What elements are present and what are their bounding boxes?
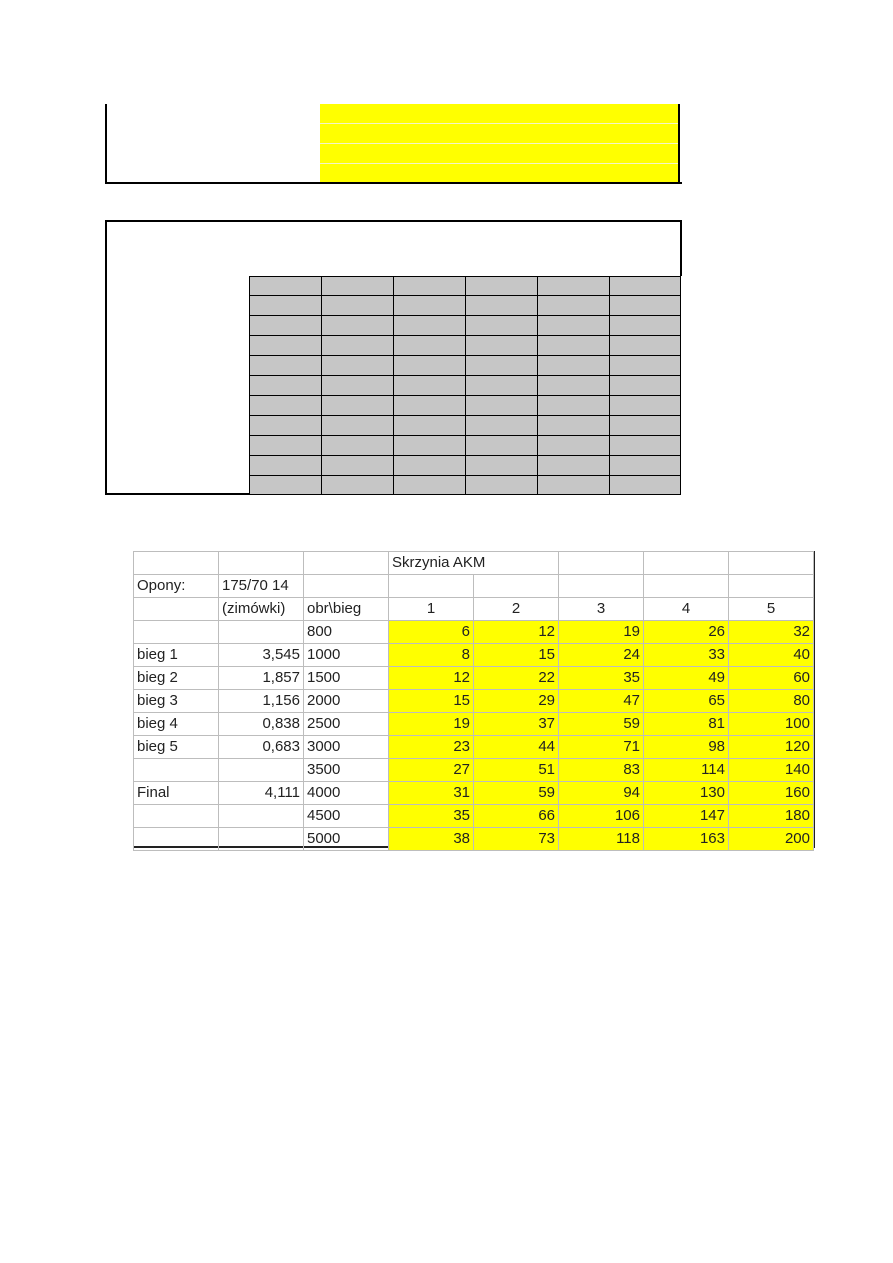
table-row [134,667,814,690]
speed-cell: 163 [644,828,729,851]
speed-cell: 12 [474,621,559,644]
table-row [134,805,814,828]
grid-column-line [393,277,394,494]
speed-cell: 26 [644,621,729,644]
faint-row-line [320,163,678,164]
table-row [134,828,814,851]
speed-cell: 71 [559,736,644,759]
grid-row-line [250,335,680,336]
speed-cell: 147 [644,805,729,828]
speed-cell: 49 [644,667,729,690]
speed-cell: 8 [389,644,474,667]
speed-cell: 22 [474,667,559,690]
speed-cell: 180 [729,805,814,828]
empty-cell [474,575,559,598]
speed-cell: 114 [644,759,729,782]
speed-cell: 15 [474,644,559,667]
speed-cell: 32 [729,621,814,644]
speed-cell: 19 [559,621,644,644]
speed-cell: 98 [644,736,729,759]
speed-cell: 15 [389,690,474,713]
empty-cell [389,575,474,598]
gear-column-header: 3 [559,598,644,621]
grid-row-line [250,375,680,376]
grid-row-line [250,475,680,476]
gearbox-title-cell: Skrzynia AKM [389,552,559,575]
gear-column-header: 2 [474,598,559,621]
rpm-cell: 800 [304,621,389,644]
grid-row-line [250,295,680,296]
gear-column-header: 4 [644,598,729,621]
rpm-cell: 2000 [304,690,389,713]
grey-empty-grid [249,276,681,495]
speed-cell: 6 [389,621,474,644]
empty-cell [729,575,814,598]
speed-cell: 83 [559,759,644,782]
table-header-row [134,552,814,575]
speed-cell: 120 [729,736,814,759]
table-row [134,621,814,644]
yellow-highlight-area [320,104,680,182]
speed-cell: 23 [389,736,474,759]
empty-cell [304,552,389,575]
rpm-cell: 2500 [304,713,389,736]
row-label-cell: bieg 4 [134,713,219,736]
grid-row-line [250,315,680,316]
speed-cell: 66 [474,805,559,828]
speed-cell: 37 [474,713,559,736]
speed-cell: 35 [559,667,644,690]
rpm-cell: 1000 [304,644,389,667]
speed-cell: 65 [644,690,729,713]
grid-column-line [321,277,322,494]
table-row [134,713,814,736]
speed-cell: 38 [389,828,474,851]
speed-cell: 59 [474,782,559,805]
empty-cell [729,552,814,575]
speed-cell: 24 [559,644,644,667]
gear-ratio-cell [219,828,304,851]
row-label-cell [134,805,219,828]
rpm-cell: 4000 [304,782,389,805]
row-label-cell [134,828,219,851]
speed-cell: 80 [729,690,814,713]
speed-cell: 33 [644,644,729,667]
speed-cell: 100 [729,713,814,736]
tyres-note-cell: (zimówki) [219,598,304,621]
speed-cell: 140 [729,759,814,782]
rpm-cell: 4500 [304,805,389,828]
faint-row-line [320,123,678,124]
gear-column-header: 5 [729,598,814,621]
row-label-cell: bieg 1 [134,644,219,667]
grid-row-line [250,435,680,436]
rpm-gear-label-cell: obr\bieg [304,598,389,621]
speed-cell: 27 [389,759,474,782]
grid-column-line [537,277,538,494]
gear-ratio-cell [219,759,304,782]
empty-cell [134,598,219,621]
gear-ratio-cell: 4,111 [219,782,304,805]
gear-ratio-cell [219,621,304,644]
grid-row-line [250,395,680,396]
speed-cell: 59 [559,713,644,736]
speed-cell: 51 [474,759,559,782]
gear-ratio-cell: 0,683 [219,736,304,759]
middle-frame-top [105,220,682,276]
speed-cell: 94 [559,782,644,805]
rpm-cell: 5000 [304,828,389,851]
row-label-cell: Final [134,782,219,805]
speed-cell: 60 [729,667,814,690]
row-label-cell: bieg 3 [134,690,219,713]
grid-row-line [250,455,680,456]
row-label-cell [134,759,219,782]
grid-column-line [609,277,610,494]
tyres-value-cell: 175/70 14 [219,575,304,598]
speed-cell: 106 [559,805,644,828]
speed-cell: 160 [729,782,814,805]
table-row [134,690,814,713]
grid-row-line [250,355,680,356]
grid-row-line [250,415,680,416]
empty-cell [219,552,304,575]
row-label-cell [134,621,219,644]
row-label-cell: bieg 5 [134,736,219,759]
speed-cell: 130 [644,782,729,805]
gear-ratio-cell: 3,545 [219,644,304,667]
speed-cell: 40 [729,644,814,667]
gearbox-speed-table [133,551,815,848]
speed-cell: 31 [389,782,474,805]
speed-cell: 19 [389,713,474,736]
table-row [134,759,814,782]
faint-row-line [320,143,678,144]
speed-cell: 118 [559,828,644,851]
speed-cell: 29 [474,690,559,713]
gear-columns-row [134,598,814,621]
middle-frame-left [105,276,249,495]
gear-ratio-cell [219,805,304,828]
table-row [134,644,814,667]
empty-cell [134,552,219,575]
grid-column-line [465,277,466,494]
speed-cell: 12 [389,667,474,690]
gear-ratio-cell: 1,857 [219,667,304,690]
row-label-cell: bieg 2 [134,667,219,690]
empty-cell [644,575,729,598]
rpm-cell: 3500 [304,759,389,782]
speed-table [133,551,814,851]
empty-cell [304,575,389,598]
tyres-label-cell: Opony: [134,575,219,598]
speed-cell: 73 [474,828,559,851]
table-row [134,782,814,805]
table-row [134,736,814,759]
speed-cell: 200 [729,828,814,851]
speed-cell: 35 [389,805,474,828]
rpm-cell: 3000 [304,736,389,759]
speed-cell: 44 [474,736,559,759]
gear-column-header: 1 [389,598,474,621]
rpm-cell: 1500 [304,667,389,690]
empty-cell [644,552,729,575]
speed-cell: 81 [644,713,729,736]
empty-cell [559,552,644,575]
gear-ratio-cell: 1,156 [219,690,304,713]
speed-cell: 47 [559,690,644,713]
gear-ratio-cell: 0,838 [219,713,304,736]
tyres-row [134,575,814,598]
empty-cell [559,575,644,598]
